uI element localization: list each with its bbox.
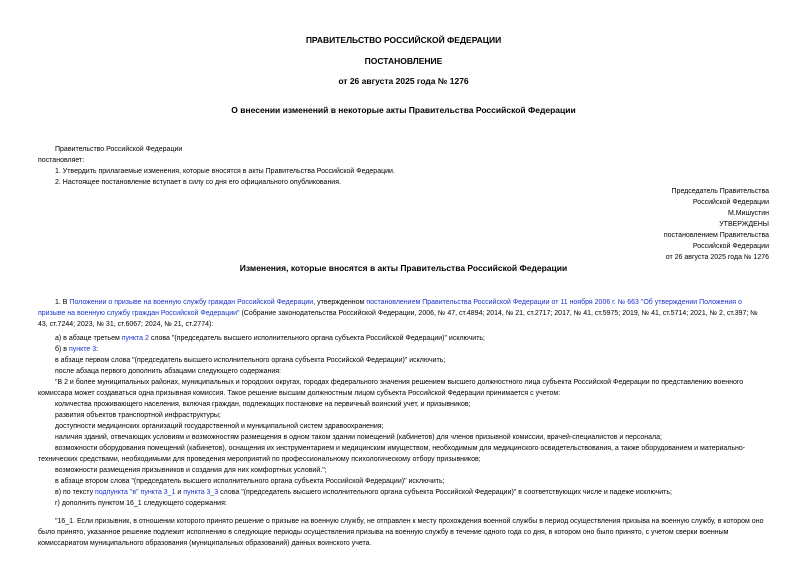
- v-pre: в) по тексту: [55, 489, 96, 496]
- last-paragraph: "16_1. Если призывник, в отношении которого принято решение о призыве на военную службу, не отправлен к месту прохождения военной службы в период осуществления призыва на военную службу, в котором оно было принято, указанное решение подлежит исполнению в следующие периоды осуществления призыва на военную службу в течение одного года со дня, в котором оно было принято, с учетом сверки военным комиссариатом муниципального образования (муниципальных образований) данных воинского учета.: [38, 518, 764, 547]
- quote-7: возможности размещения призывников и создания для них комфортных условий.";: [55, 467, 327, 474]
- signature-name: М.Мишустин: [727, 210, 769, 217]
- point-3-1-link[interactable]: подпункта "в" пункта 3_1: [95, 489, 176, 496]
- v-post: слова "(председатель высшего исполнительного органа субъекта Российской Федерации)" в соответствующих числе и падеже исключить;: [218, 489, 672, 496]
- quote-4: доступности медицинских организаций государственной и муниципальной систем здравоохранения;: [55, 423, 384, 430]
- quote-5: наличия зданий, отвечающих условиям и возможностям размещения в одном таком здании помещений (кабинетов) для членов призывной комиссии, врачей-специалистов и персонала;: [55, 434, 662, 441]
- decree-link[interactable]: постановлением Правительства Российской Федерации от 11 ноября 2006 г. № 663 "Об утверждении Положения о призыве на военную службу граждан Российской Федерации": [38, 299, 742, 317]
- document-title: О внесении изменений в некоторые акты Правительства Российской Федерации: [231, 105, 576, 115]
- preamble-item1: 1. Утвердить прилагаемые изменения, которые вносятся в акты Правительства Российской Федерации.: [55, 168, 395, 175]
- b-line2: после абзаца первого дополнить абзацами следующего содержания:: [55, 368, 281, 375]
- preamble-line1: Правительство Российской Федерации: [55, 146, 183, 153]
- approval-line4: от 26 августа 2025 года № 1276: [665, 254, 769, 261]
- signature-line2: Российской Федерации: [692, 199, 769, 206]
- subpoint-a: [38, 333, 768, 344]
- quote-1: "В 2 и более муниципальных районах, муниципальных и городских округах, городах федерального значения решением высшего должностного лица субъекта Российской Федерации по представлению военного комиссара может создаваться одна призывная комиссия. Такое решение высшим должностным лицом субъекта Российской Федерации принимается с учетом:: [38, 379, 744, 397]
- b-pre: б) в: [55, 346, 69, 353]
- date-number: от 26 августа 2025 года № 1276: [338, 76, 469, 86]
- approval-line3: Российской Федерации: [692, 243, 769, 250]
- point-3-3-link[interactable]: пункта 3_3: [183, 489, 219, 496]
- quote-2: количества проживающего населения, включая граждан, подлежащих постановке на первичный воинский учет, и призывников;: [55, 401, 471, 408]
- preamble-line2: постановляет:: [38, 157, 85, 164]
- v-mid: и: [175, 489, 184, 496]
- approval-line1: УТВЕРЖДЕНЫ: [719, 221, 769, 228]
- p1-text-c: (Собрание законодательства Российской Федерации, 2006, № 47, ст.4894; 2014, № 21, ст.2717; 2017, № 41, ст.5975; 2019, № 41, ст.5714; 2021, № 2, ст.397; № 43, ст.7244; 2023, № 31, ст.6067; 2024, № 21, ст.2774):: [38, 310, 758, 328]
- doc-type-heading: ПОСТАНОВЛЕНИЕ: [364, 56, 443, 66]
- point-3-link[interactable]: пункте 3: [68, 346, 97, 353]
- government-heading: ПРАВИТЕЛЬСТВО РОССИЙСКОЙ ФЕДЕРАЦИИ: [305, 35, 502, 45]
- p1-text-a: 1. В: [55, 299, 70, 306]
- p1-text-b: , утвержденном: [313, 299, 367, 306]
- b-post: :: [96, 346, 99, 353]
- changes-title: Изменения, которые вносятся в акты Правительства Российской Федерации: [239, 263, 568, 273]
- regulation-link[interactable]: Положении о призыве на военную службу граждан Российской Федерации: [69, 299, 314, 306]
- quote-3: развития объектов транспортной инфраструктуры;: [55, 412, 221, 419]
- subpoint-g: г) дополнить пунктом 16_1 следующего содержания:: [55, 500, 227, 507]
- subpoint-b: [38, 344, 768, 355]
- approval-line2: постановлением Правительства: [663, 232, 769, 239]
- a-pre: а) в абзаце третьем: [55, 335, 122, 342]
- b-line1: в абзаце первом слова "(председатель высшего исполнительного органа субъекта Российской Федерации)" исключить;: [55, 357, 446, 364]
- a-post: слова "(председатель высшего исполнительного органа субъекта Российской Федерации)" исключить;: [148, 335, 485, 342]
- quote-6: возможности оборудования помещений (кабинетов), оснащения их инструментарием и медицинским имуществом, необходимым для медицинского освидетельствования, а также оборудованием и материально-технических средствами, необходимыми для проведения мероприятий по профессиональному психологическому отбору призывников;: [38, 445, 746, 463]
- quote-8: в абзаце втором слова "(председатель высшего исполнительного органа субъекта Российской Федерации)" исключить;: [55, 478, 445, 485]
- preamble-item2: 2. Настоящее постановление вступает в силу со дня его официального опубликования.: [55, 179, 341, 186]
- signature-line1: Председатель Правительства: [671, 188, 769, 195]
- point-2-link[interactable]: пункта 2: [121, 335, 149, 342]
- paragraph-1: [38, 297, 768, 330]
- subpoint-v: [38, 487, 768, 498]
